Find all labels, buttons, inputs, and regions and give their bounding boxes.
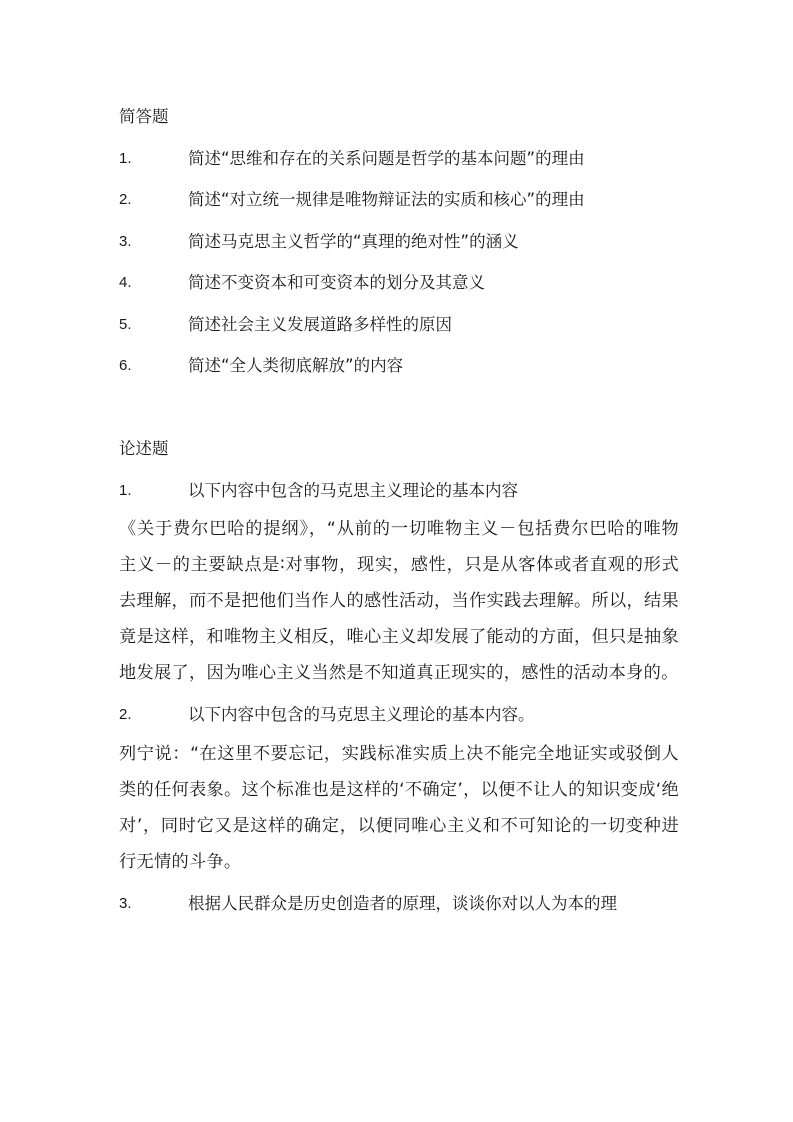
short-answer-item	[119, 138, 679, 180]
item-number: 1.	[119, 149, 132, 167]
short-answer-item	[119, 262, 679, 304]
item-text: 简述“全人类彻底解放”的内容	[188, 356, 404, 375]
essay-question	[119, 470, 679, 512]
item-text: 简述马克思主义哲学的“真理的绝对性”的涵义	[188, 231, 519, 251]
item-number: 5.	[119, 315, 132, 333]
essay-question	[119, 883, 679, 925]
short-answer-item	[119, 304, 679, 346]
item-text: 以下内容中包含的马克思主义理论的基本内容	[188, 480, 518, 500]
item-text: 根据人民群众是历史创造者的原理，谈谈你对以人为本的理	[188, 894, 617, 914]
item-text: 简述“对立统一规律是唯物辩证法的实质和核心”的理由	[188, 190, 585, 209]
essay-title: 论述题	[119, 439, 169, 458]
essay-question	[119, 694, 679, 736]
item-text: 简述不变资本和可变资本的划分及其意义	[188, 273, 485, 292]
item-number: 2.	[119, 191, 132, 208]
essay-quote: 列宁说：“在这里不要忘记，实践标准实质上决不能完全地证实或驳倒人类的任何表象。这个标准也是这样的‘不确定’，以便不让人的知识变成‘绝对’，同时它又是这样的确定，以便同唯心主义和不可知论的一切变种进行无情的斗争。	[119, 743, 679, 873]
item-number: 3.	[119, 232, 132, 250]
item-number: 2.	[119, 706, 132, 724]
short-answer-item	[119, 179, 679, 221]
item-text: 以下内容中包含的马克思主义理论的基本内容。	[188, 705, 535, 725]
item-number: 1.	[119, 481, 132, 499]
short-answer-title: 简答题	[119, 107, 169, 126]
item-number: 3.	[119, 895, 132, 913]
item-text: 简述社会主义发展道路多样性的原因	[188, 314, 452, 334]
short-answer-item	[119, 345, 679, 387]
section-spacer	[119, 387, 679, 429]
item-number: 6.	[119, 357, 132, 374]
short-answer-item	[119, 221, 679, 263]
essay-quote: 《关于费尔巴哈的提纲》，“从前的一切唯物主义－包括费尔巴哈的唯物主义－的主要缺点是∶对事物，现实，感性，只是从客体或者直观的形式去理解，而不是把他们当作人的感性活动，当作实践去理解。所以，结果竟是这样，和唯物主义相反，唯心主义却发展了能动的方面，但只是抽象地发展了，因为唯心主义当然是不知道真正现实的，感性的活动本身的。	[119, 519, 679, 684]
item-text: 简述“思维和存在的关系问题是哲学的基本问题”的理由	[188, 148, 585, 168]
item-number: 4.	[119, 274, 132, 291]
document-page	[119, 96, 679, 925]
